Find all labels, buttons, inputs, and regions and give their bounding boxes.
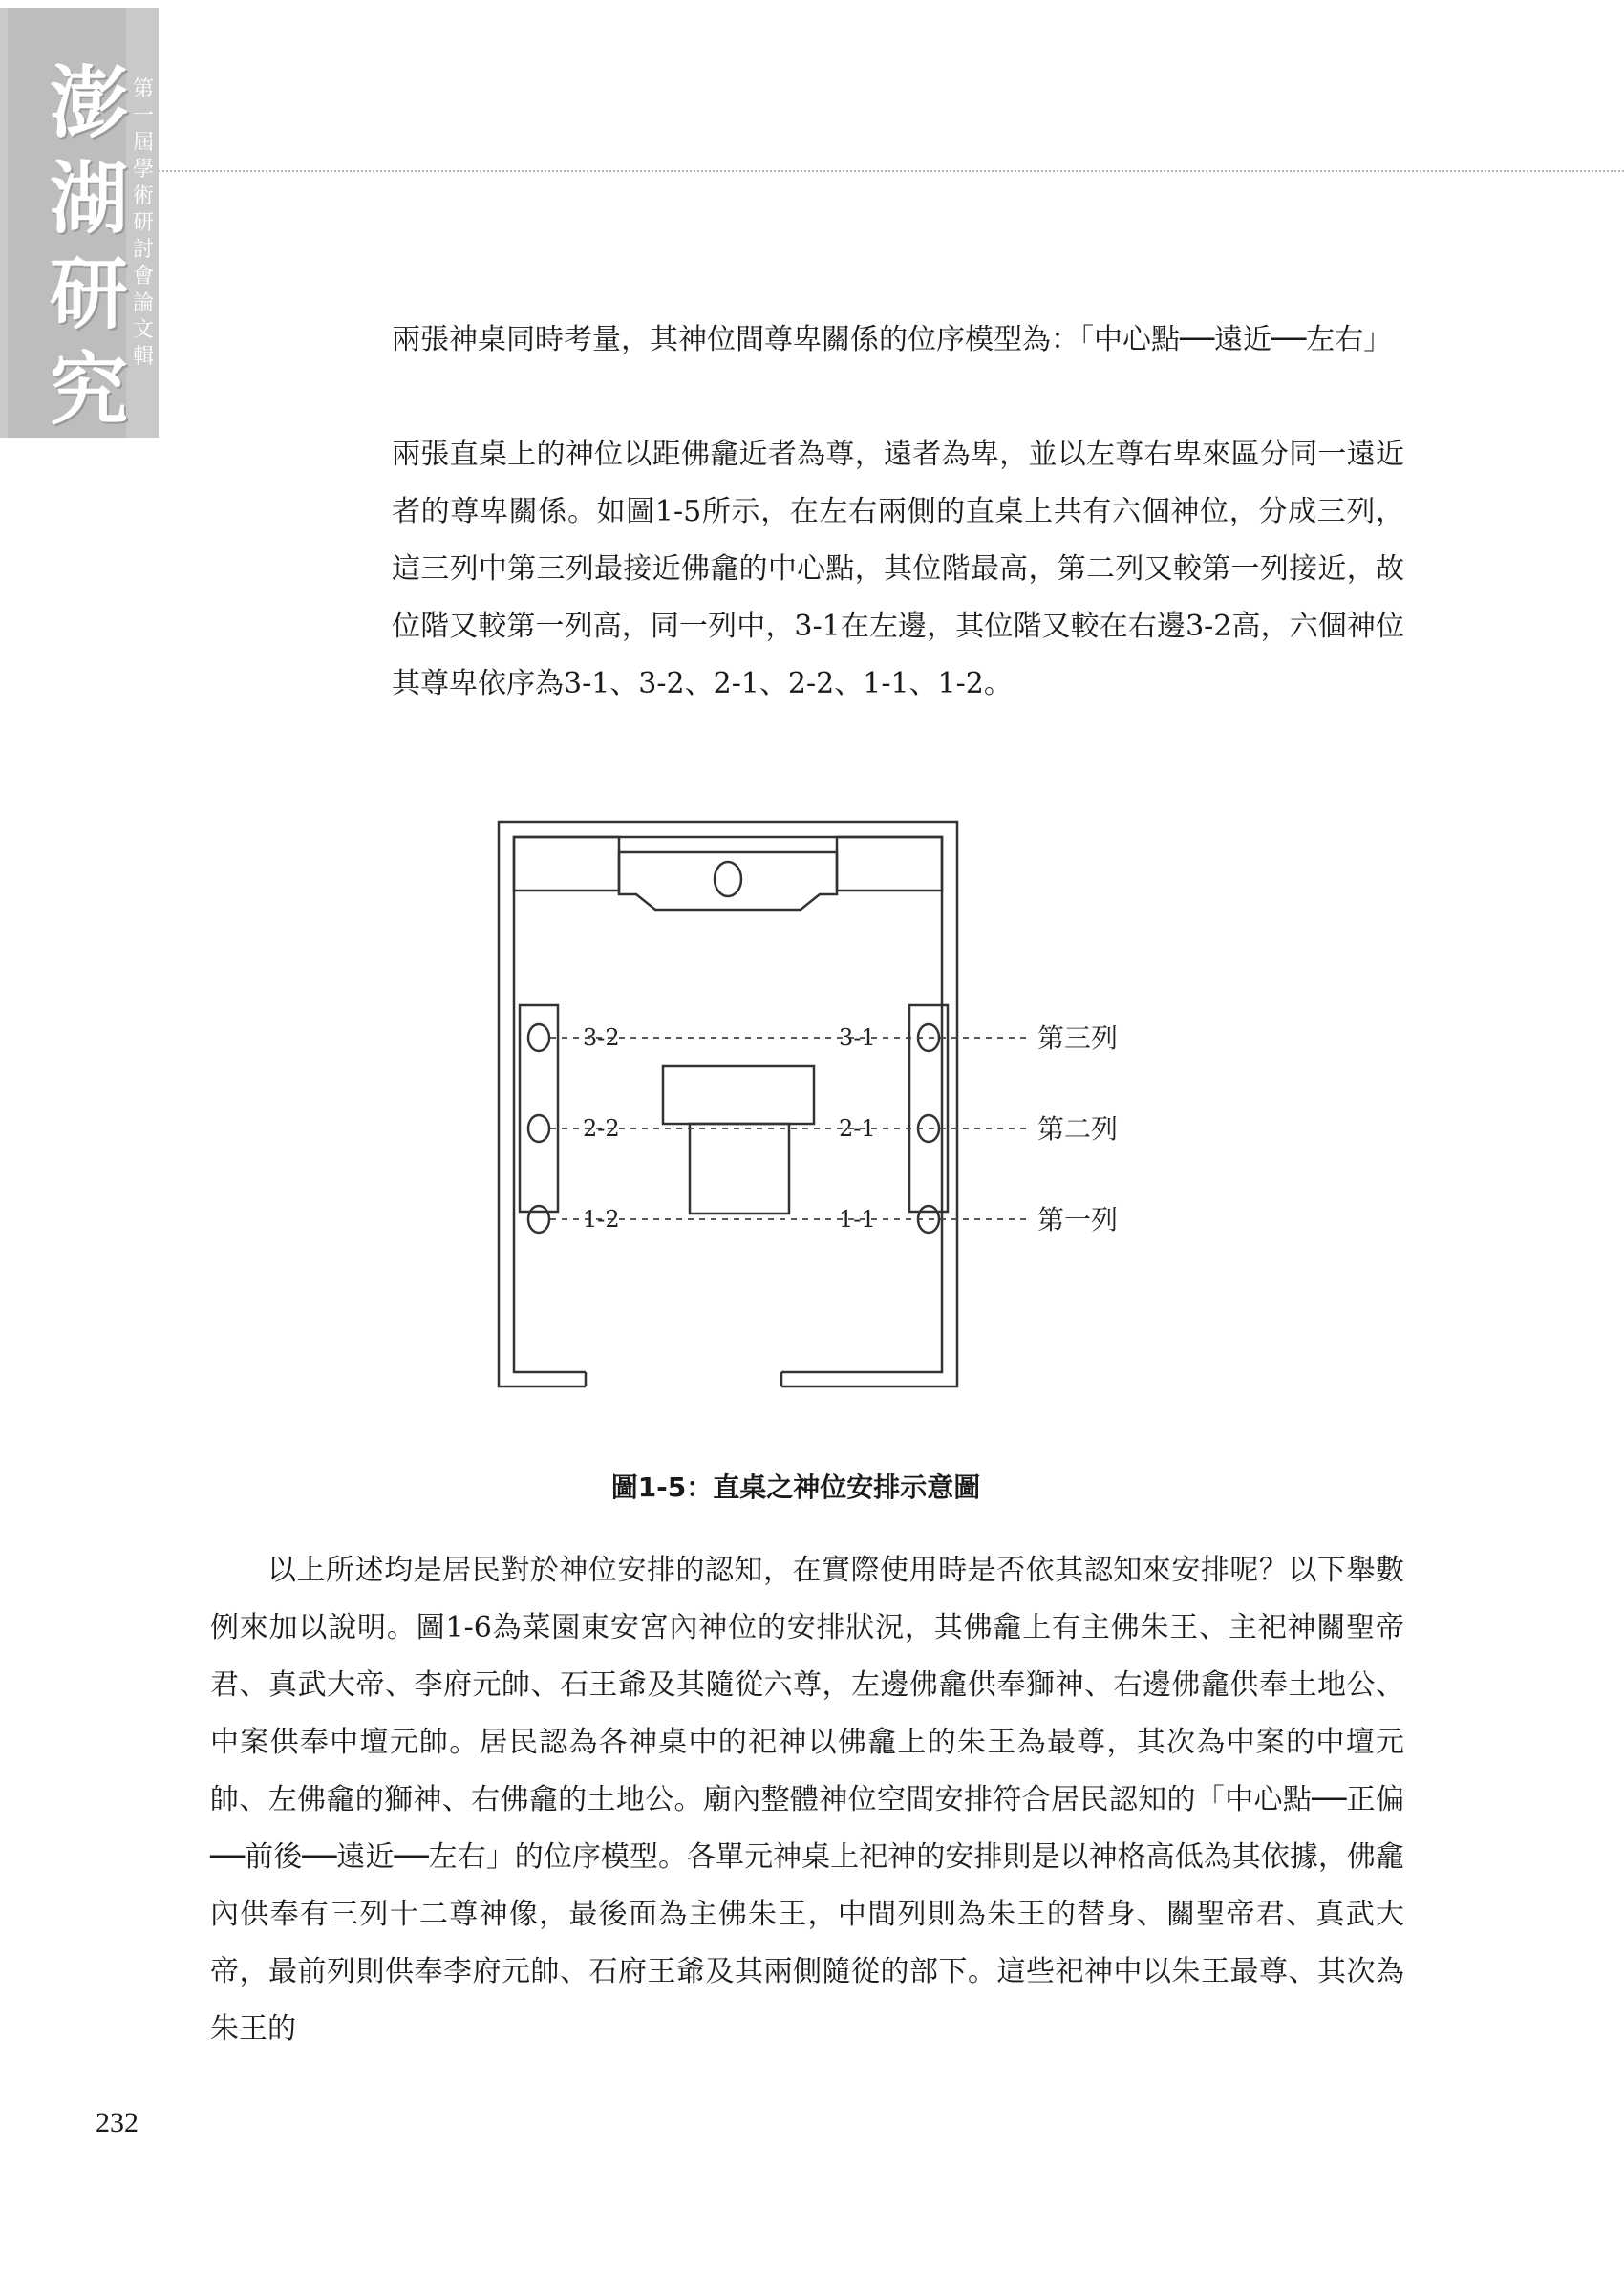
paragraph-straight-table-explanation: 兩張直桌上的神位以距佛龕近者為尊，遠者為卑，並以左尊右卑來區分同一遠近者的尊卑關係。如圖1-5所示，在左右兩側的直桌上共有六個神位，分成三列，這三列中第三列最接近佛龕的中心點，其位階最高，第二列又較第一列接近，故位階又較第一列高，同一列中，3-1在左邊，其位階又較在右邊3-2高，六個神位其尊卑依序為3-1、3-2、2-1、2-2、1-1、1-2。: [392, 438, 1404, 700]
header-dotted-rule: [159, 170, 1624, 172]
figure-1-5: [495, 818, 1144, 1458]
series-subtitle-char: 術: [132, 184, 154, 208]
straight-table-diagram: [495, 818, 1144, 1458]
right-label-1-1: 1-1: [839, 1206, 876, 1233]
deity-position-3-2: [528, 1024, 549, 1051]
left-label-1-2: 1-2: [583, 1206, 620, 1233]
series-subtitle-char: 屆: [132, 131, 154, 155]
left-straight-table: [520, 1005, 558, 1212]
altar-shelf-right: [837, 837, 942, 891]
series-subtitle-char: 一: [132, 104, 154, 128]
left-label-3-2: 3-2: [583, 1024, 620, 1051]
series-subtitle-char: 輯: [132, 345, 154, 369]
deity-position-1-2: [528, 1206, 549, 1233]
right-label-2-1: 2-1: [839, 1115, 876, 1142]
series-subtitle-char: 學: [132, 158, 154, 182]
row-label-third: 第三列: [1037, 1022, 1119, 1054]
series-title: [46, 55, 132, 438]
center-table-top: [663, 1066, 814, 1124]
paragraph-dongan-temple: 以上所述均是居民對於神位安排的認知，在實際使用時是否依其認知來安排呢？以下舉數例來加以說明。圖1-6為菜園東安宮內神位的安排狀況，其佛龕上有主佛朱王、主祀神關聖帝君、真武大帝、李府元帥、石王爺及其隨從六尊，左邊佛龕供奉獅神、右邊佛龕供奉土地公、中案供奉中壇元帥。居民認為各神桌中的祀神以佛龕上的朱王為最尊，其次為中案的中壇元帥、左佛龕的獅神、右佛龕的土地公。廟內整體神位空間安排符合居民認知的「中心點──正偏──前後──遠近──左右」的位序模型。各單元神桌上祀神的安排則是以神格高低為其依據，佛龕內供奉有三列十二尊神像，最後面為主佛朱王，中間列則為朱王的替身、關聖帝君、真武大帝，最前列則供奉李府元帥、石府王爺及其兩側隨從的部下。這些祀神中以朱王最尊、其次為朱王的: [210, 1554, 1404, 2046]
series-subtitle-char: 論: [132, 291, 154, 315]
series-subtitle-char: 研: [132, 211, 154, 235]
row-label-second: 第二列: [1037, 1113, 1119, 1145]
series-subtitle-char: 第: [132, 77, 154, 101]
row-label-first: 第一列: [1037, 1204, 1119, 1235]
right-label-3-1: 3-1: [839, 1024, 876, 1051]
room-inner-wall: [514, 837, 942, 1372]
deity-position-2-2: [528, 1115, 549, 1142]
series-title-char: 澎: [49, 57, 128, 149]
paragraph-model-summary: 兩張神桌同時考量，其神位間尊卑關係的位序模型為：「中心點──遠近──左右」: [392, 323, 1393, 356]
altar-center-circle: [715, 862, 741, 896]
series-subtitle-char: 討: [132, 238, 154, 262]
page-number: 232: [96, 2107, 139, 2138]
series-title-char: 究: [49, 344, 128, 436]
room-wall: [499, 822, 957, 1386]
altar-shelf-left: [514, 837, 619, 891]
center-table-body: [690, 1124, 789, 1214]
figure-caption: 圖1-5：直桌之神位安排示意圖: [610, 1471, 981, 1503]
series-subtitle-char: 文: [132, 318, 154, 342]
left-label-2-2: 2-2: [583, 1115, 620, 1142]
series-subtitle: [130, 76, 157, 371]
series-subtitle-char: 會: [132, 265, 154, 289]
series-title-char: 研: [49, 248, 128, 340]
series-title-char: 湖: [49, 153, 128, 245]
